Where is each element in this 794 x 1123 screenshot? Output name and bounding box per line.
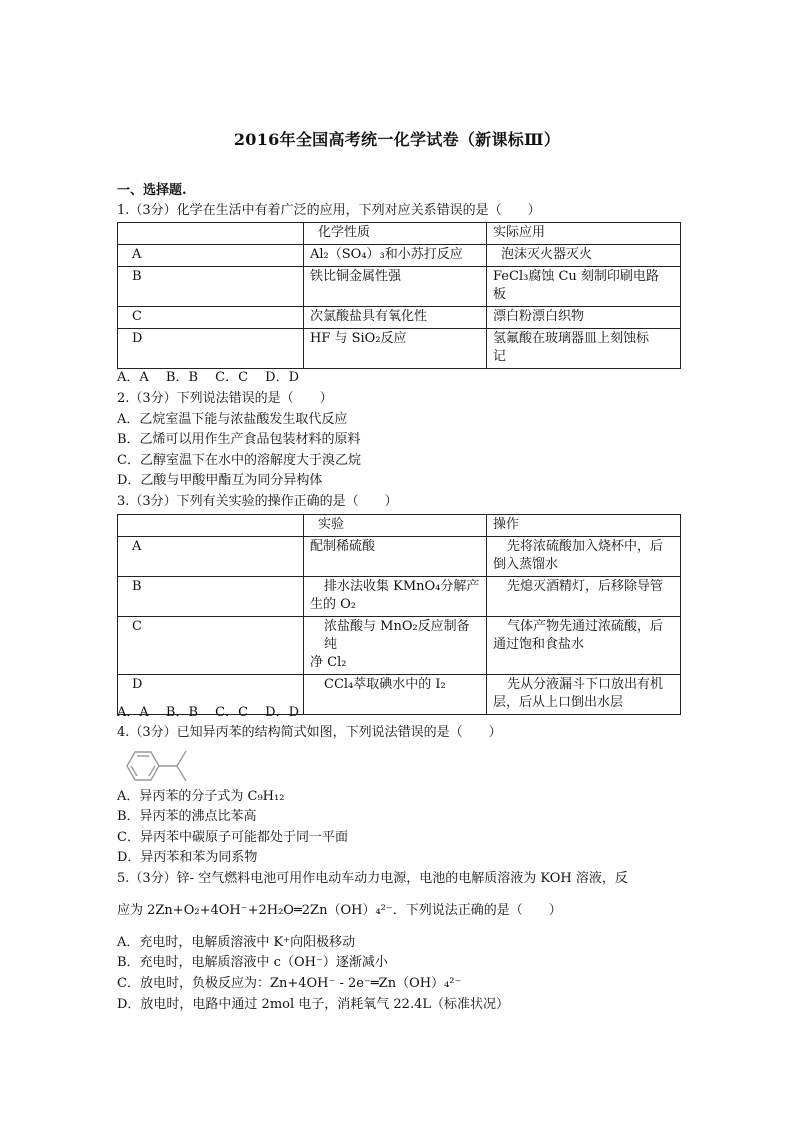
row-label: B	[118, 577, 304, 617]
q1-table	[117, 222, 681, 369]
q5-option-b: B．充电时，电解质溶液中 c（OH⁻）逐渐减小	[117, 955, 388, 970]
operation-cell	[487, 577, 681, 617]
row-label: C	[118, 617, 304, 675]
cell-line: 浓盐酸与 MnO₂反应制备纯	[324, 619, 470, 652]
q2-option-a: A．乙烷室温下能与浓盐酸发生取代反应	[117, 412, 348, 427]
header-cell: 实际应用	[487, 223, 681, 245]
cell-line: 气体产物先通过浓硫酸，后	[507, 619, 664, 634]
header-cell: 实验	[304, 515, 487, 537]
experiment-cell	[304, 617, 487, 675]
application-cell	[487, 267, 681, 307]
row-label: C	[118, 307, 304, 329]
q2-stem: 2.（3分）下列说法错误的是（ ）	[117, 391, 333, 406]
experiment-cell	[304, 537, 487, 577]
operation-cell	[487, 537, 681, 577]
cell-line: 配制稀硫酸	[310, 539, 376, 554]
q5-option-a: A．充电时，电解质溶液中 K⁺向阳极移动	[117, 935, 356, 950]
property-cell: HF 与 SiO₂反应	[304, 329, 487, 369]
operation-cell	[487, 617, 681, 675]
row-label: A	[118, 537, 304, 577]
row-label: A	[118, 245, 304, 267]
cell-line: 先将浓硫酸加入烧杯中，后	[507, 539, 664, 554]
cell-line: 氢氟酸在玻璃器皿上刻蚀标	[493, 331, 650, 346]
q4-option-c: C．异丙苯中碳原子可能都处于同一平面	[117, 830, 348, 845]
isopropylbenzene-structure-image	[119, 746, 199, 786]
header-cell	[118, 515, 304, 537]
header-cell: 操作	[487, 515, 681, 537]
header-cell	[118, 223, 304, 245]
table-row	[118, 617, 681, 675]
exam-title: 2016年全国高考统一化学试卷（新课标Ⅲ）	[233, 130, 561, 149]
table-row	[118, 577, 681, 617]
cell-line	[310, 694, 482, 712]
property-cell: Al₂（SO₄）₃和小苏打反应	[304, 245, 487, 267]
cell-line	[310, 556, 482, 574]
table-row	[118, 267, 681, 307]
row-label: D	[118, 675, 304, 715]
application-cell	[487, 329, 681, 369]
q5-stem-line2: 应为 2Zn+O₂+4OH⁻+2H₂O═2Zn（OH）₄²⁻．下列说法正确的是（ ）	[117, 903, 562, 918]
q1-options: A．A B．B C．C D．D	[117, 370, 300, 385]
property-cell: 次氯酸盐具有氧化性	[304, 307, 487, 329]
q3-stem: 3.（3分）下列有关实验的操作正确的是（ ）	[117, 494, 398, 509]
q4-option-d: D．异丙苯和苯为同系物	[117, 850, 258, 865]
q3-options: A．A B．B C．C D．D	[117, 705, 300, 720]
cell-line: 净 Cl₂	[310, 655, 347, 670]
q4-option-a: A．异丙苯的分子式为 C₉H₁₂	[117, 789, 285, 804]
q2-option-b: B．乙烯可以用作生产食品包装材料的原料	[117, 432, 361, 447]
cell-line: 层，后从上口倒出水层	[493, 695, 624, 710]
cell-line: 倒入蒸馏水	[493, 557, 559, 572]
q2-option-c: C．乙醇室温下在水中的溶解度大于溴乙烷	[117, 453, 361, 468]
cell-line: FeCl₃腐蚀 Cu 刻制印刷电路	[493, 269, 659, 284]
table-row	[118, 329, 681, 369]
table-header-row	[118, 223, 681, 245]
operation-cell	[487, 675, 681, 715]
header-cell: 化学性质	[304, 223, 487, 245]
cell-line: 板	[493, 287, 507, 302]
row-label: D	[118, 329, 304, 369]
q3-table	[117, 514, 681, 715]
q5-stem-line1: 5.（3分）锌- 空气燃料电池可用作电动车动力电源，电池的电解质溶液为 KOH 溶液，反	[117, 871, 628, 886]
q4-option-b: B．异丙苯的沸点比苯高	[117, 809, 257, 824]
cell-line: 生的 O₂	[310, 597, 357, 612]
application-cell: 泡沫灭火器灭火	[487, 245, 681, 267]
section-heading: 一、选择题.	[117, 183, 187, 198]
cell-line	[493, 596, 676, 614]
cell-line: 先熄灭酒精灯，后移除导管	[507, 579, 664, 594]
experiment-cell	[304, 577, 487, 617]
table-row	[118, 307, 681, 329]
q2-option-d: D．乙酸与甲酸甲酯互为同分异构体	[117, 473, 323, 488]
row-label: B	[118, 267, 304, 307]
q1-stem: 1.（3分）化学在生活中有着广泛的应用，下列对应关系错误的是（ ）	[117, 203, 541, 218]
cell-line: CCl₄萃取碘水中的 I₂	[324, 677, 446, 692]
property-cell: 铁比铜金属性强	[304, 267, 487, 307]
table-row	[118, 245, 681, 267]
cell-line: 先从分液漏斗下口放出有机	[507, 677, 664, 692]
experiment-cell	[304, 675, 487, 715]
table-row	[118, 537, 681, 577]
q5-option-d: D．放电时，电路中通过 2mol 电子，消耗氧气 22.4L（标准状况）	[117, 997, 509, 1012]
application-cell: 漂白粉漂白织物	[487, 307, 681, 329]
table-header-row	[118, 515, 681, 537]
cell-line: 排水法收集 KMnO₄分解产	[324, 579, 480, 594]
q4-stem: 4.（3分）已知异丙苯的结构简式如图，下列说法错误的是（ ）	[117, 725, 502, 740]
cell-line: 通过饱和食盐水	[493, 637, 585, 652]
q5-option-c: C．放电时，负极反应为：Zn+4OH⁻ - 2e⁻═Zn（OH）₄²⁻	[117, 976, 462, 991]
cell-line: 记	[493, 349, 507, 364]
